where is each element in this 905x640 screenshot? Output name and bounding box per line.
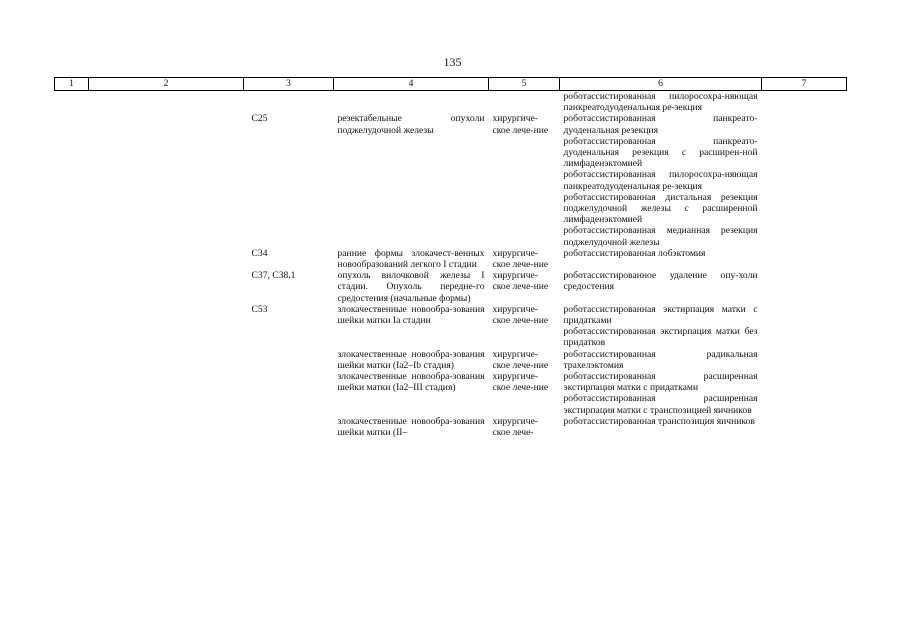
treatment-type-cell: хирургиче-ское лече-ние [492, 270, 549, 293]
diagnosis-cell: злокачественные новообра-зования шейки матки (Ia2–III стадия) [337, 371, 485, 394]
diagnosis-cell: злокачественные новообра-зования шейки матки (II– [337, 415, 485, 439]
table-row [55, 113, 847, 247]
table-row [55, 270, 847, 304]
col-2-cell [89, 91, 244, 114]
diagnosis-cell [334, 91, 489, 114]
column-number: 2 [89, 78, 244, 91]
treatment-type-cell: хирургиче-ское лече-ние [492, 348, 549, 371]
table-body [55, 91, 847, 439]
page-number: 135 [443, 55, 462, 69]
table-row [55, 349, 847, 371]
table-row [55, 91, 847, 114]
procedure-item: роботассистированная транспозиция яичников [563, 415, 755, 427]
table-row [55, 304, 847, 349]
treatment-type-cell [489, 91, 560, 114]
treatment-type-cell: хирургиче-ское лече- [492, 415, 539, 439]
col-1-cell [55, 304, 89, 349]
diagnosis-cell: злокачественные новообра-зования шейки матки (Ia2–Ib стадия) [337, 348, 485, 371]
icd-code-cell: C25 [251, 113, 268, 125]
column-number: 3 [244, 78, 334, 91]
col-1-cell [55, 113, 89, 247]
treatment-type-cell: хирургиче-ское лече-ние [492, 247, 549, 271]
icd-code-cell: C34 [251, 247, 268, 259]
col-2-cell [89, 371, 244, 416]
column-number: 6 [560, 78, 762, 91]
col-7-cell [762, 248, 847, 270]
column-number: 4 [334, 78, 489, 91]
col-7-cell [762, 304, 847, 349]
treatment-type-cell: хирургиче-ское лече-ние [492, 303, 549, 327]
table-row [55, 248, 847, 270]
procedure-item: роботассистированная пилоросохра-няющая панкреатодуоденальная ре-зекция [563, 169, 758, 192]
col-2-cell [89, 270, 244, 304]
col-1-cell [55, 349, 89, 371]
procedure-item: роботассистированная дистальная резекция поджелудочной железы с расширенной лимфаденэктомией [563, 191, 758, 226]
table-row [55, 416, 847, 438]
procedure-item: роботассистированная панкреато-дуоденальная резекция [563, 113, 758, 136]
icd-code-cell: C53 [251, 303, 268, 315]
col-2-cell [89, 113, 244, 247]
procedure-cell [560, 304, 762, 349]
icd-code-cell [244, 416, 334, 438]
procedure-item: роботассистированная расширенная экстирпация матки с придатками [563, 371, 758, 394]
col-7-cell [762, 91, 847, 114]
col-2-cell [89, 248, 244, 270]
procedure-item: роботассистированное удаление опу-холи средостения [563, 270, 758, 293]
col-1-cell [55, 91, 89, 114]
col-2-cell [89, 304, 244, 349]
col-1-cell [55, 371, 89, 416]
col-2-cell [89, 416, 244, 438]
column-number-row [55, 78, 847, 91]
col-7-cell [762, 113, 847, 247]
procedure-cell [560, 248, 762, 270]
procedure-item: роботассистированная лобэктомия [563, 247, 706, 259]
col-2-cell [89, 349, 244, 371]
procedure-item: роботассистированная пилоросохра-няющая панкреатодуоденальная ре-зекция [563, 91, 758, 114]
column-number: 5 [489, 78, 560, 91]
col-7-cell [762, 416, 847, 438]
procedure-item: роботассистированная экстирпация матки без придатков [563, 326, 758, 349]
diagnosis-cell: резектабельные опухоли поджелудочной железы [337, 113, 485, 136]
procedure-cell [560, 270, 762, 304]
icd-code-cell [244, 371, 334, 416]
col-1-cell [55, 416, 89, 438]
treatment-type-cell: хирургиче-ское лече-ние [492, 113, 549, 136]
procedure-cell [560, 349, 762, 371]
procedure-cell [560, 371, 762, 416]
procedure-cell [560, 416, 762, 438]
column-number: 7 [762, 78, 847, 91]
icd-code-cell: C37, C38.1 [251, 270, 296, 282]
procedure-item: роботассистированная медианная резекция поджелудочной железы [563, 225, 758, 248]
procedure-cell [560, 91, 762, 114]
table-row [55, 371, 847, 416]
col-1-cell [55, 248, 89, 270]
procedure-item: роботассистированная расширенная экстирпация матки с транспозицией яичников [563, 393, 758, 416]
col-7-cell [762, 371, 847, 416]
icd-code-cell [244, 91, 334, 114]
procedure-cell [560, 113, 762, 247]
procedure-item: роботассистированная экстирпация матки с придатками [563, 303, 758, 327]
treatment-type-cell: хирургиче-ское лече-ние [492, 371, 549, 394]
procedure-item: роботассистированная панкреато-дуоденальная резекция с расширен-ной лимфаденэктомией [563, 135, 758, 170]
column-number: 1 [55, 78, 89, 91]
diagnosis-cell: злокачественные новообра-зования шейки матки Ia стадии [337, 303, 485, 327]
col-7-cell [762, 270, 847, 304]
procedures-table [54, 77, 847, 438]
col-1-cell [55, 270, 89, 304]
col-7-cell [762, 349, 847, 371]
icd-code-cell [244, 349, 334, 371]
diagnosis-cell: ранние формы злокачест-венных новообразований легкого I стадии [337, 247, 485, 271]
procedure-item: роботассистированная радикальная трахелэктомия [563, 348, 758, 371]
diagnosis-cell: опухоль вилочковой железы I стадии. Опухоль передне-го средостения (начальные формы) [337, 270, 485, 304]
